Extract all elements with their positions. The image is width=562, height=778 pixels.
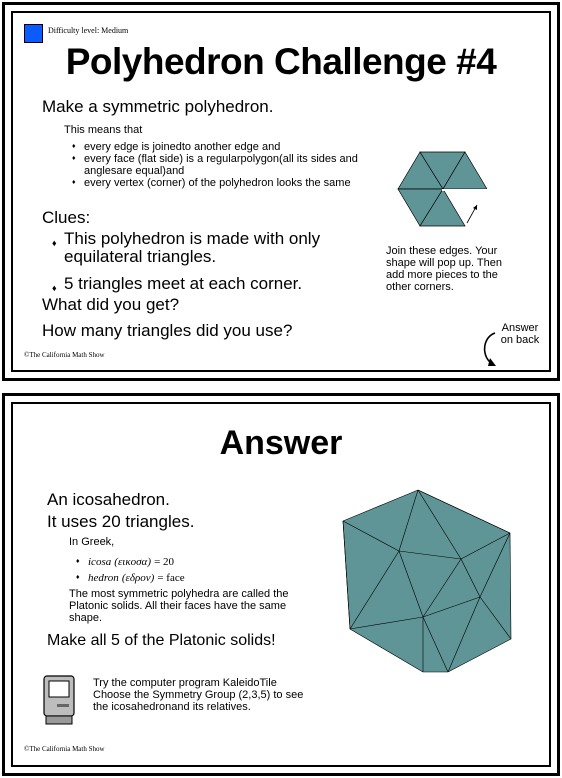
difficulty-label: Difficulty level: Medium	[48, 26, 129, 35]
answer-card	[2, 393, 560, 776]
answer-title: Answer	[219, 424, 343, 462]
answer-line-2: It uses 20 triangles.	[47, 512, 195, 531]
means-item: ♦ every face (flat side) is a regularpolygon(all its sides and anglesare equal)and	[72, 153, 364, 177]
diagram-caption: Join these edges. Your shape will pop up. Then add more pieces to the other corners.	[386, 245, 502, 293]
clue-item: ♦ 5 triangles meet at each corner.	[52, 275, 362, 293]
answer-card-inner	[11, 402, 551, 767]
challenge-card-inner	[11, 11, 551, 372]
computer-text: Try the computer program KaleidoTile Choose the Symmetry Group (2,3,5) to see the icosahedronand its relatives.	[93, 677, 304, 713]
means-item: ♦ every edge is joinedto another edge and	[72, 141, 364, 153]
answer-line-1: An icosahedron.	[47, 490, 170, 509]
triangle-net-diagram	[387, 149, 487, 241]
platonic-text: The most symmetric polyhedra are called the Platonic solids. All their faces have the same shape.	[69, 588, 289, 624]
question-how-many: How many triangles did you use?	[42, 321, 293, 340]
icosahedron-illustration	[338, 479, 518, 679]
greek-item: ♦ icosa (εικοσα) = 20	[76, 554, 185, 570]
means-list	[72, 141, 364, 189]
challenge-title: Polyhedron Challenge #4	[65, 41, 497, 82]
challenge-heading: Make a symmetric polyhedron.	[42, 97, 274, 116]
computer-icon	[42, 674, 78, 726]
clue-item: ♦ This polyhedron is made with only equilateral triangles.	[52, 230, 362, 266]
make-all-prompt: Make all 5 of the Platonic solids!	[47, 632, 276, 649]
means-item: ♦ every vertex (corner) of the polyhedron looks the same	[72, 177, 364, 189]
clues-label: Clues:	[42, 208, 91, 227]
question-what: What did you get?	[42, 295, 180, 314]
icosahedron-outline	[343, 490, 511, 672]
answer-on-back-note: Answer on back	[500, 322, 540, 346]
greek-intro: In Greek,	[69, 536, 115, 548]
greek-list	[76, 554, 185, 586]
greek-item: ♦ hedron (εδρον) = face	[76, 570, 185, 586]
copyright: ©The California Math Show	[24, 745, 105, 753]
copyright: ©The California Math Show	[24, 351, 105, 359]
challenge-card	[2, 2, 560, 381]
means-intro: This means that	[64, 124, 143, 136]
clues-list	[52, 230, 362, 293]
